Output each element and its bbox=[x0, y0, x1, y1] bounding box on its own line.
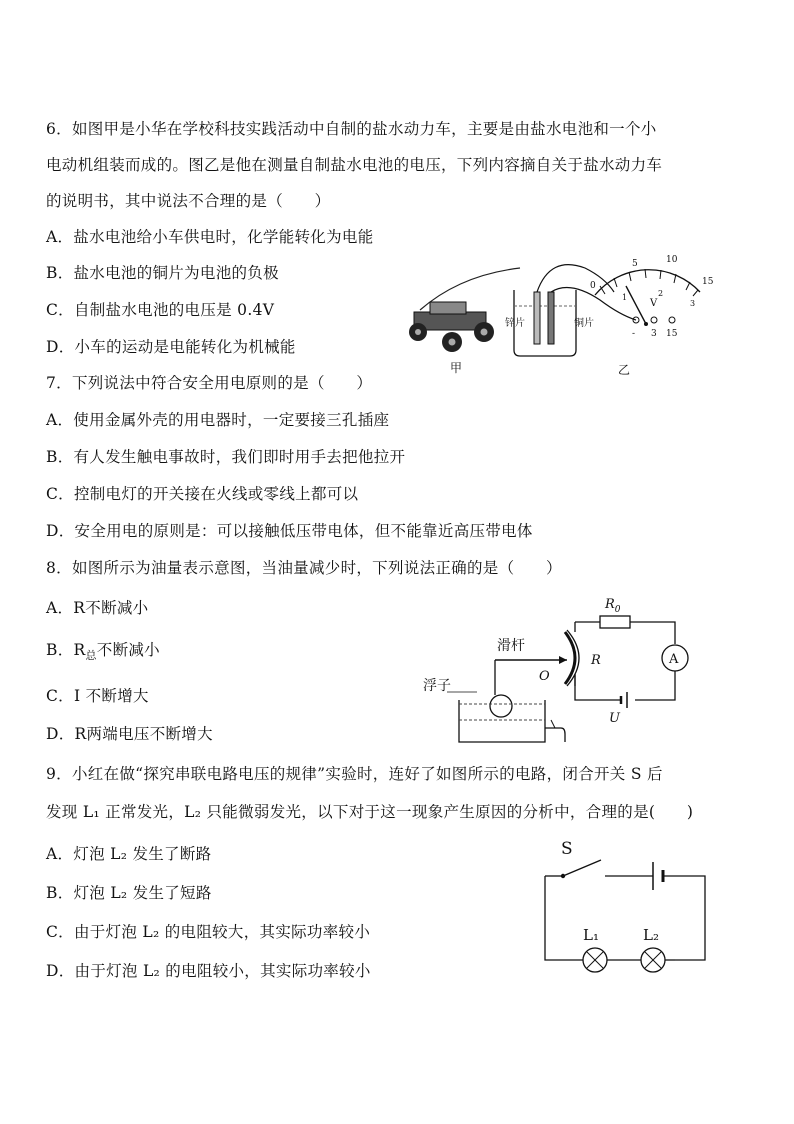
label-switch: S bbox=[561, 839, 573, 859]
float-ball bbox=[490, 695, 512, 717]
terminal-neg: - bbox=[632, 329, 636, 339]
label-copper: 铜片 bbox=[574, 318, 594, 329]
label-pivot: O bbox=[539, 669, 550, 684]
scale-15: 15 bbox=[702, 277, 714, 287]
q8-option-a: A．R不断减小 bbox=[46, 599, 149, 617]
q8-option-b-prefix: B．R bbox=[46, 641, 86, 659]
terminal-15: 15 bbox=[666, 329, 678, 339]
q6-stem-line2: 电动机组装而成的。图乙是他在测量自制盐水电池的电压，下列内容摘自关于盐水动力车 bbox=[46, 156, 663, 174]
label-r0: $R_0$ bbox=[605, 597, 621, 615]
q6-stem-line3: 的说明书，其中说法不合理的是（ ） bbox=[46, 192, 331, 210]
label-zinc: 锌片 bbox=[505, 318, 525, 329]
label-l2: L₂ bbox=[643, 926, 659, 944]
q9-option-b: B．灯泡 L₂ 发生了短路 bbox=[46, 884, 212, 902]
q6-option-d: D．小车的运动是电能转化为机械能 bbox=[46, 338, 296, 356]
label-r: R bbox=[591, 653, 601, 668]
lamp-l2 bbox=[641, 948, 665, 972]
scale-10: 10 bbox=[666, 255, 678, 265]
q9-stem-line1: 9．小红在做“探究串联电路电压的规律”实验时，连好了如图所示的电路，闭合开关 S 后 bbox=[46, 765, 663, 783]
q6-option-b: B．盐水电池的铜片为电池的负极 bbox=[46, 264, 279, 282]
oil-tap bbox=[545, 728, 565, 742]
q7-option-c: C．控制电灯的开关接在火线或零线上都可以 bbox=[46, 485, 359, 503]
ammeter-label: A bbox=[669, 652, 679, 667]
label-float: 浮子 bbox=[423, 678, 451, 694]
label-jia: 甲 bbox=[450, 361, 463, 375]
q6-option-c: C．自制盐水电池的电压是 0.4V bbox=[46, 301, 275, 319]
label-l1: L₁ bbox=[583, 926, 599, 944]
label-u: U bbox=[609, 711, 620, 726]
q9-figure bbox=[535, 828, 715, 978]
q6-figure bbox=[400, 250, 730, 380]
voltmeter bbox=[595, 269, 700, 326]
beaker bbox=[514, 265, 636, 356]
q8-figure bbox=[415, 592, 705, 752]
lamp-l1 bbox=[583, 948, 607, 972]
q7-option-b: B．有人发生触电事故时，我们即时用手去把他拉开 bbox=[46, 448, 406, 466]
q8-option-b-sub: 总 bbox=[85, 649, 97, 663]
resistor-r0 bbox=[600, 616, 630, 628]
scale-2: 2 bbox=[658, 289, 664, 298]
q9-option-a: A．灯泡 L₂ 发生了断路 bbox=[46, 845, 212, 863]
q7-option-d: D．安全用电的原则是：可以接触低压带电体，但不能靠近高压带电体 bbox=[46, 522, 533, 540]
q9-stem-line2: 发现 L₁ 正常发光，L₂ 只能微弱发光，以下对于这一现象产生原因的分析中，合理的是( ) bbox=[46, 803, 694, 821]
label-yi: 乙 bbox=[618, 363, 631, 377]
q8-option-b bbox=[46, 638, 160, 663]
q7-stem: 7．下列说法中符合安全用电原则的是（ ） bbox=[46, 374, 373, 392]
q8-option-d: D．R两端电压不断增大 bbox=[46, 725, 213, 743]
terminal-3: 3 bbox=[651, 329, 657, 339]
q9-option-d: D．由于灯泡 L₂ 的电阻较小，其实际功率较小 bbox=[46, 962, 371, 980]
q8-option-c: C．I 不断增大 bbox=[46, 687, 149, 705]
scale-3: 3 bbox=[690, 299, 696, 308]
q8-stem: 8．如图所示为油量表示意图，当油量减少时，下列说法正确的是（ ） bbox=[46, 559, 562, 577]
salt-water-car bbox=[409, 268, 520, 352]
switch-blade bbox=[563, 860, 601, 876]
label-lever: 滑杆 bbox=[497, 638, 525, 654]
scale-1: 1 bbox=[622, 293, 628, 302]
q8-option-b-suffix: 不断减小 bbox=[96, 641, 160, 659]
q6-stem-line1: 6．如图甲是小华在学校科技实践活动中自制的盐水动力车，主要是由盐水电池和一个小 bbox=[46, 120, 657, 138]
meter-unit: V bbox=[650, 298, 658, 309]
q7-option-a: A．使用金属外壳的用电器时，一定要接三孔插座 bbox=[46, 411, 390, 429]
scale-5: 5 bbox=[632, 259, 638, 269]
q6-option-a: A．盐水电池给小车供电时，化学能转化为电能 bbox=[46, 228, 374, 246]
scale-0: 0 bbox=[590, 281, 596, 291]
q9-option-c: C．由于灯泡 L₂ 的电阻较大，其实际功率较小 bbox=[46, 923, 371, 941]
